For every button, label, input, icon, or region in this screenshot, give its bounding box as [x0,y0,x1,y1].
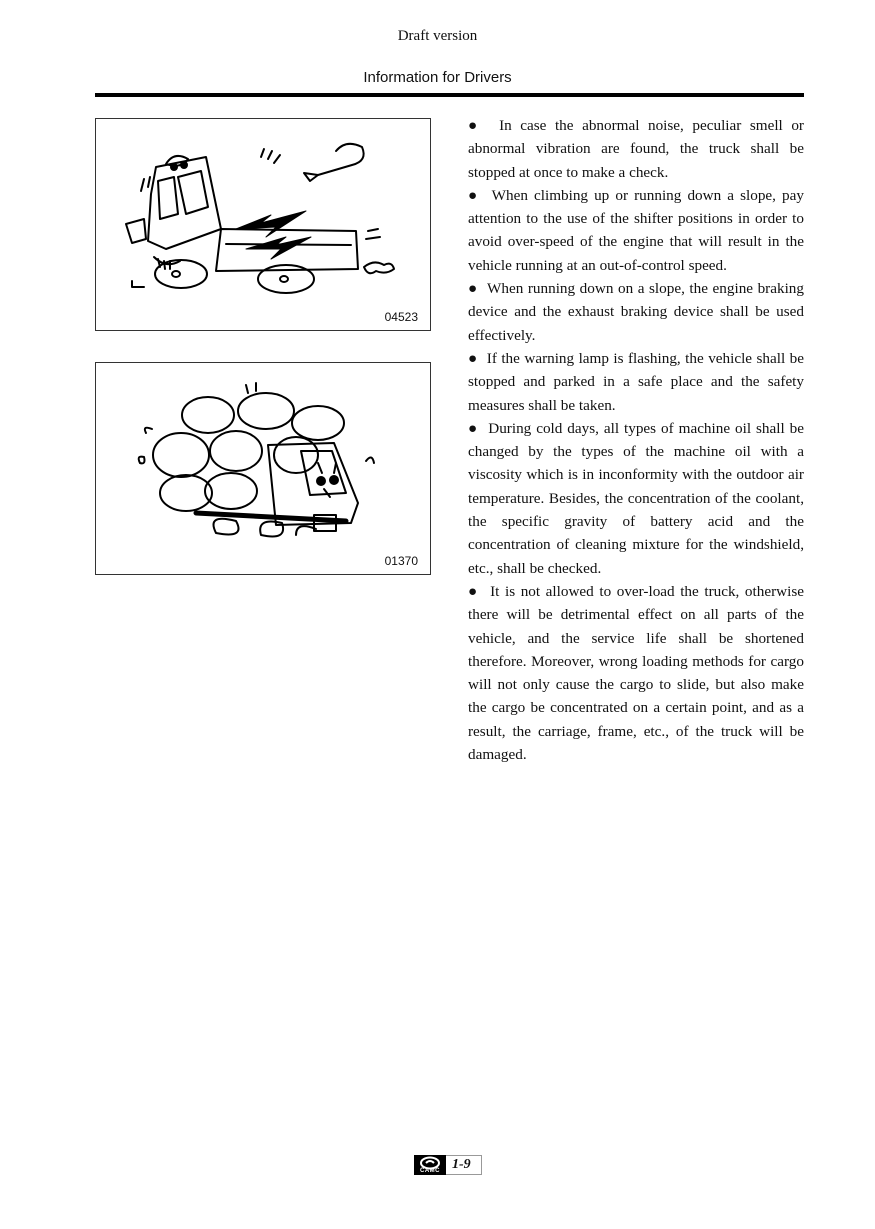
logo-text: CAMC [420,1168,440,1174]
truck-cartoon-icon [96,119,430,330]
camc-logo-icon [414,1155,446,1175]
bullet-text: During cold days, all types of machine oil shall be changed by the types of the machine oil with a viscosity which is in inconformity with the outdoor air temperature. Besides, the concentration of the coolant, the specific gravity of battery acid and the concentration of cleaning mixture for the windshield, etc., shall be checked. [468,419,804,577]
figure-truck-vibration [95,118,431,331]
bullet-text: In case the abnormal noise, peculiar smell or abnormal vibration are found, the truck shall be stopped at once to make a check. [468,117,804,181]
bullet-item: ● When running down on a slope, the engine braking device and the exhaust braking device shall be used effectively. [468,280,804,344]
bullet-item: ● During cold days, all types of machine oil shall be changed by the types of the machine oil with a viscosity which is in inconformity with the outdoor air temperature. Besides, the concentration of the coolant, the specific gravity of battery acid and the concentration of cleaning mixture for the windshield, etc., shall be checked. [468,419,804,577]
figure-truck-overload [95,362,431,575]
section-title: Information for Drivers [363,69,512,86]
body-text [468,114,804,766]
page-number: 1-9 [446,1155,482,1175]
bullet-item: ● When climbing up or running down a slope, pay attention to the use of the shifter positions in order to avoid over-speed of the engine that will result in the vehicle running at an out-of-control speed. [468,186,804,274]
bullet-item: ● It is not allowed to over-load the truck, otherwise there will be detrimental effect on all parts of the vehicle, and the service life shall be shortened therefore. Moreover, wrong loading methods for cargo will not only cause the cargo to slide, but also make the cargo be concentrated on a certain point, and as a result, the carriage, frame, etc., of the truck will be damaged. [468,582,804,764]
figure-code: 04523 [384,310,418,324]
bullet-text: When running down on a slope, the engine braking device and the exhaust braking device shall be used effectively. [468,280,804,344]
figure-code: 01370 [384,554,418,568]
draft-version-label: Draft version [397,28,478,44]
bullet-text: When climbing up or running down a slope, pay attention to the use of the shifter positions in order to avoid over-speed of the engine that will result in the vehicle running at an out-of-control speed. [468,186,804,274]
bullet-item: ● If the warning lamp is flashing, the vehicle shall be stopped and parked in a safe place and the safety measures shall be taken. [468,349,804,414]
bullet-text: It is not allowed to over-load the truck, otherwise there will be detrimental effect on all parts of the vehicle, and the service life shall be shortened therefore. Moreover, wrong loading methods for cargo will not only cause the cargo to slide, but also make the cargo be concentrated on a certain point, and as a result, the carriage, frame, etc., of the truck will be damaged. [468,582,804,764]
bullet-item: ● In case the abnormal noise, peculiar smell or abnormal vibration are found, the truck shall be stopped at once to make a check. [468,117,804,181]
header-rule [95,93,804,97]
overloaded-truck-cartoon-icon [96,363,430,574]
bullet-text: If the warning lamp is flashing, the vehicle shall be stopped and parked in a safe place and the safety measures shall be taken. [468,349,804,414]
page-footer [414,1155,482,1175]
